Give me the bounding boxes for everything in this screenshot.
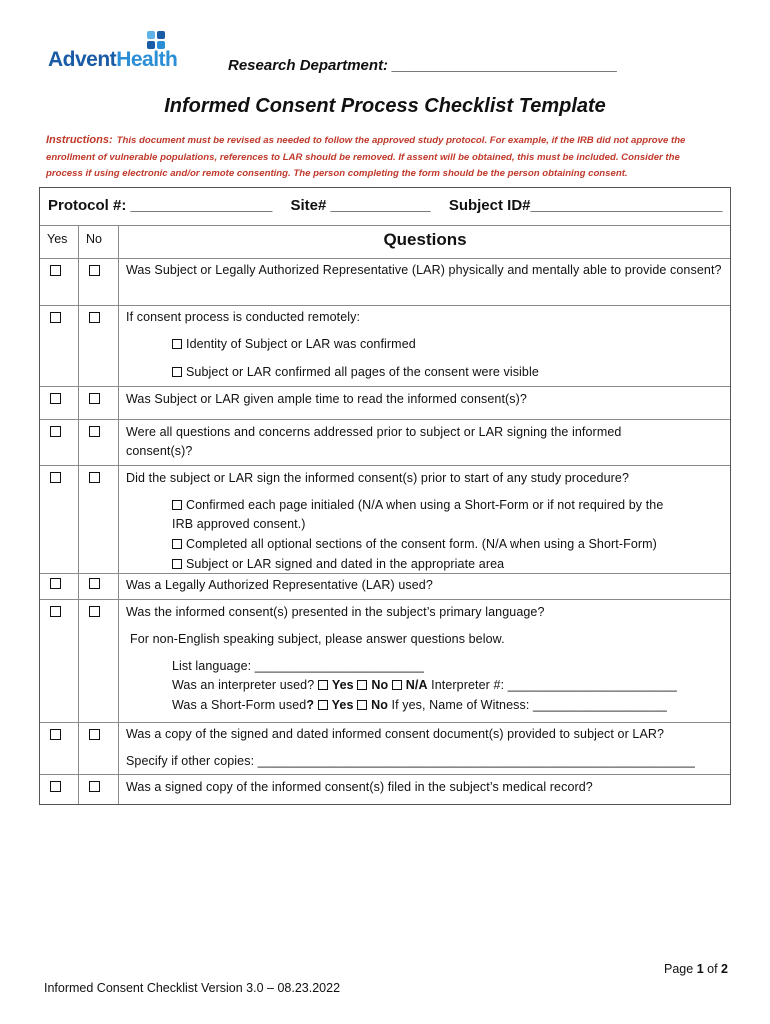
footer-version: Informed Consent Checklist Version 3.0 – 08.23.2022: [44, 981, 341, 995]
q2a-checkbox[interactable]: [172, 339, 182, 349]
col-questions-header: Questions: [383, 230, 467, 249]
q1-no-checkbox[interactable]: [89, 265, 100, 276]
col-no-header: No: [86, 232, 102, 246]
q5-yes-checkbox[interactable]: [50, 472, 61, 483]
research-department: Research Department: ___________________________: [228, 57, 618, 74]
site-field[interactable]: Site# ____________: [290, 197, 431, 214]
page-number: Page 1 of 2: [664, 962, 728, 976]
q3-no-checkbox[interactable]: [89, 393, 100, 404]
q8-no-checkbox[interactable]: [89, 729, 100, 740]
q8-text: Was a copy of the signed and dated informed consent document(s) provided to subject or LAR?: [126, 727, 665, 741]
instructions: Instructions: This document must be revised as needed to follow the approved study protocol. For example, if the IRB did not approve the enrollment of vulnerable populations, references to LAR should be removed. If assent will be obtained, this must be included. Consider the process if using electronic and/or remote consenting. The person completing the form should be the person obtaining consent.: [46, 134, 686, 179]
divider: [40, 774, 730, 775]
q6-yes-checkbox[interactable]: [50, 578, 61, 589]
q2-text: If consent process is conducted remotely:: [126, 310, 361, 324]
q1-yes-checkbox[interactable]: [50, 265, 61, 276]
adventhealth-logo: [48, 30, 208, 74]
q5b-item: Completed all optional sections of the consent form. (N/A when using a Short-Form): [172, 535, 657, 554]
divider: [40, 599, 730, 600]
q2-yes-checkbox[interactable]: [50, 312, 61, 323]
witness-name-field[interactable]: If yes, Name of Witness: ___________________: [391, 698, 667, 712]
q8-other-copies-field[interactable]: Specify if other copies: ______________________________________________________________: [126, 754, 695, 768]
q9-text: Was a signed copy of the informed consent(s) filed in the subject’s medical record?: [126, 780, 593, 794]
q5c-checkbox[interactable]: [172, 559, 182, 569]
q4-no-checkbox[interactable]: [89, 426, 100, 437]
divider: [40, 419, 730, 420]
q1-text: Was Subject or Legally Authorized Representative (LAR) physically and mentally able to provide consent?: [126, 263, 722, 277]
q7-language-field[interactable]: List language: ________________________: [172, 659, 425, 673]
shortform-no-checkbox[interactable]: [357, 700, 367, 710]
q3-yes-checkbox[interactable]: [50, 393, 61, 404]
q9-yes-checkbox[interactable]: [50, 781, 61, 792]
q2-no-checkbox[interactable]: [89, 312, 100, 323]
q7-note: For non-English speaking subject, please answer questions below.: [130, 632, 505, 646]
q3-text: Was Subject or LAR given ample time to read the informed consent(s)?: [126, 392, 527, 406]
q5a-item: Confirmed each page initialed (N/A when using a Short-Form or if not required by the: [172, 496, 663, 515]
protocol-field[interactable]: Protocol #: _________________: [48, 197, 273, 214]
q5a-item-cont: IRB approved consent.): [172, 517, 306, 531]
q4-yes-checkbox[interactable]: [50, 426, 61, 437]
divider: [40, 573, 730, 574]
q5c-item: Subject or LAR signed and dated in the appropriate area: [172, 555, 504, 574]
q5a-checkbox[interactable]: [172, 500, 182, 510]
page-title: Informed Consent Process Checklist Template: [164, 95, 606, 117]
divider: [118, 226, 119, 804]
q2b-checkbox[interactable]: [172, 367, 182, 377]
interpreter-number-field[interactable]: Interpreter #: ________________________: [431, 678, 677, 692]
q7-interpreter-row: Was an interpreter used? Yes No N/A Interpreter #: ________________________: [172, 678, 677, 692]
q7-no-checkbox[interactable]: [89, 606, 100, 617]
divider: [40, 258, 730, 259]
divider: [40, 722, 730, 723]
divider: [40, 465, 730, 466]
checklist-table: [39, 187, 731, 805]
q2b-item: Subject or LAR confirmed all pages of the consent were visible: [172, 363, 539, 382]
q7-shortform-row: Was a Short-Form used? Yes No If yes, Name of Witness: ___________________: [172, 698, 667, 712]
interpreter-yes-checkbox[interactable]: [318, 680, 328, 690]
divider: [78, 226, 79, 804]
q6-text: Was a Legally Authorized Representative (LAR) used?: [126, 578, 433, 592]
divider: [40, 305, 730, 306]
q9-no-checkbox[interactable]: [89, 781, 100, 792]
q8-yes-checkbox[interactable]: [50, 729, 61, 740]
interpreter-no-checkbox[interactable]: [357, 680, 367, 690]
q5-no-checkbox[interactable]: [89, 472, 100, 483]
shortform-yes-checkbox[interactable]: [318, 700, 328, 710]
divider: [40, 386, 730, 387]
logo-wordmark: AdventHealth: [48, 48, 178, 71]
subject-id-field[interactable]: Subject ID#_______________________: [448, 197, 723, 214]
q4-text: Were all questions and concerns addressed prior to subject or LAR signing the informed consent(s)?: [126, 425, 622, 458]
logo-cross-icon: [146, 30, 166, 50]
q5b-checkbox[interactable]: [172, 539, 182, 549]
q7-yes-checkbox[interactable]: [50, 606, 61, 617]
divider: [40, 225, 730, 226]
protocol-row: [48, 197, 736, 214]
q5-text: Did the subject or LAR sign the informed consent(s) prior to start of any study procedure?: [126, 471, 629, 485]
interpreter-na-checkbox[interactable]: [392, 680, 402, 690]
q2a-item: Identity of Subject or LAR was confirmed: [172, 335, 416, 354]
col-yes-header: Yes: [47, 232, 68, 246]
q7-text: Was the informed consent(s) presented in the subject’s primary language?: [126, 605, 545, 619]
q6-no-checkbox[interactable]: [89, 578, 100, 589]
